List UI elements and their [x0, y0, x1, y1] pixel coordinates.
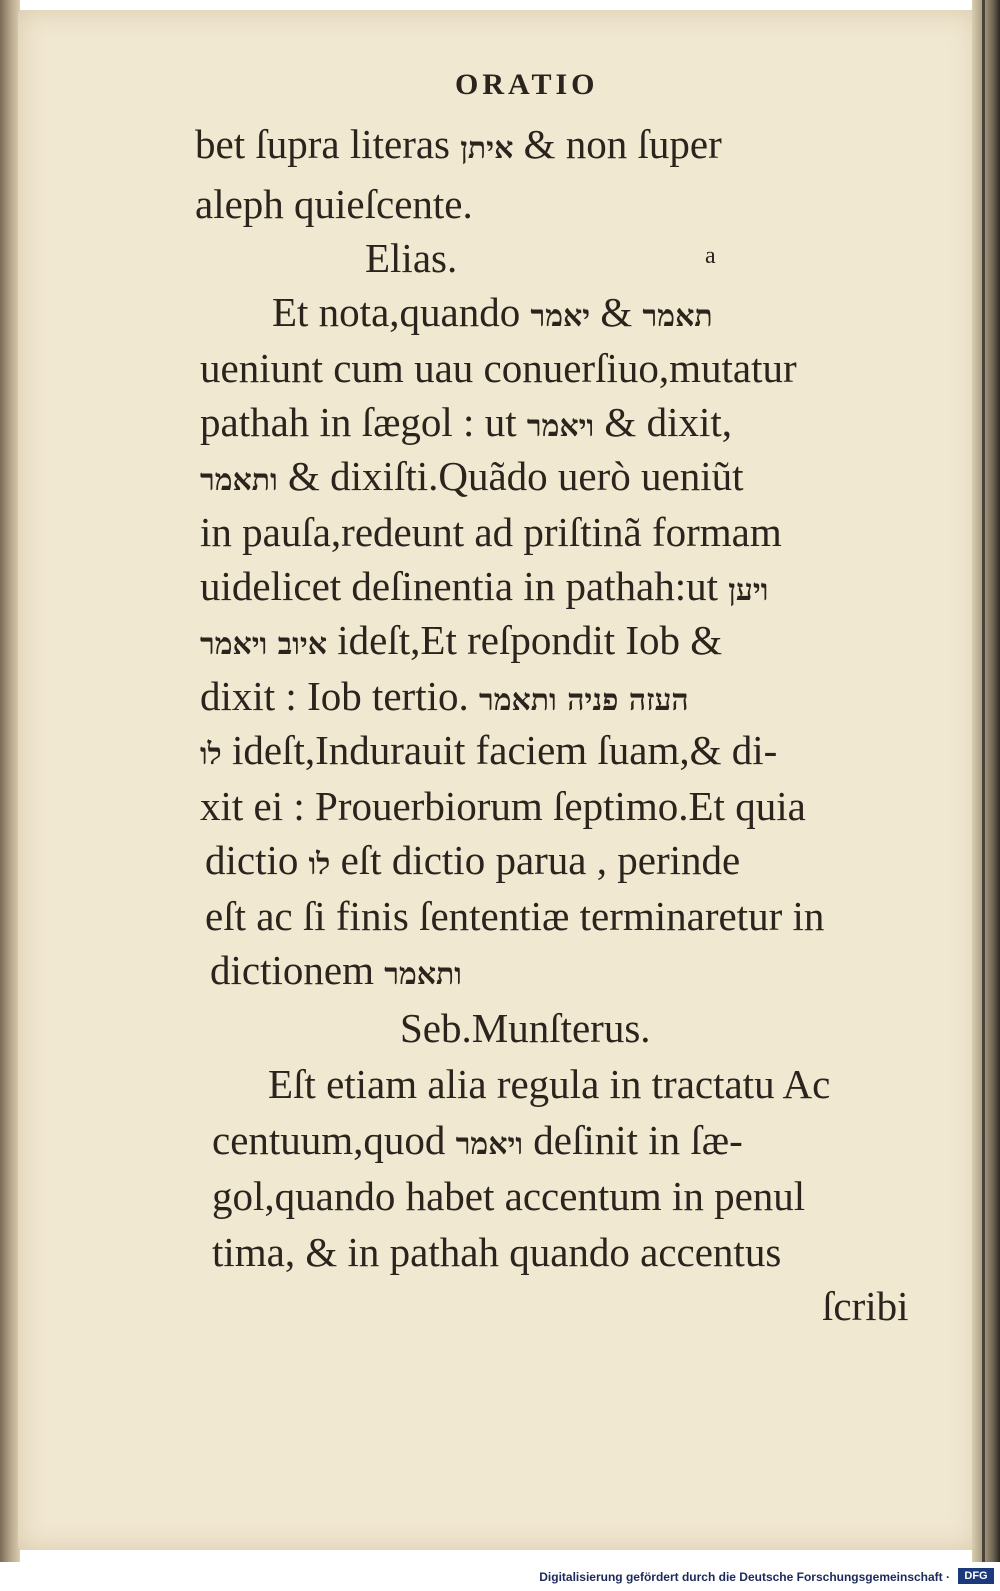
text-line-1: [195, 121, 722, 167]
line-latin: ueniunt cum uau conuerſiuo,mutatur: [200, 345, 797, 391]
line-hebrew: לו: [308, 847, 331, 882]
line-hebrew: ותאמר: [200, 463, 278, 498]
line-latin: &: [590, 289, 643, 335]
line-hebrew: איוב ויאמר: [200, 627, 328, 662]
text-line-15: [205, 893, 825, 939]
text-line-21: [212, 1229, 782, 1275]
line-latin: pathah in ſægol : ut: [200, 399, 527, 445]
line-hebrew: יאמר: [530, 299, 591, 334]
signature-mark: a: [705, 243, 716, 269]
line-latin: aleph quieſcente.: [195, 181, 473, 227]
line-latin: & dixit,: [594, 399, 732, 445]
speaker-heading-munsterus: [400, 1005, 651, 1051]
line-latin: Eſt etiam alia regula in tractatu Ac: [268, 1061, 831, 1107]
line-latin: bet ſupra literas: [195, 121, 461, 167]
line-latin: in pauſa,redeunt ad priſtinã formam: [200, 509, 782, 555]
line-latin: ſcribi: [822, 1283, 909, 1329]
dfg-logo: DFG: [958, 1568, 994, 1584]
line-hebrew: תאמר: [642, 299, 713, 334]
line-latin: eſt dictio parua , perinde: [330, 837, 741, 883]
text-line-10: [200, 617, 723, 663]
text-line-4: [272, 289, 713, 335]
catchword: [822, 1283, 909, 1329]
funding-notice: Digitalisierung gefördert durch die Deutsche Forschungsgemeinschaft ·: [539, 1570, 950, 1584]
line-latin: Et nota,quando: [272, 289, 531, 335]
line-latin: dictionem: [210, 947, 385, 993]
page-edge: [972, 0, 1000, 1562]
text-line-7: [200, 453, 744, 499]
line-hebrew: ויען: [728, 573, 769, 608]
text-line-16: [210, 947, 462, 993]
book-spine: [0, 0, 20, 1562]
text-line-8: [200, 509, 782, 555]
line-hebrew: איתן: [460, 131, 514, 166]
line-latin: dixit : Iob tertio.: [200, 673, 479, 719]
line-latin: deſinit in ſæ-: [523, 1117, 743, 1163]
line-latin: eſt ac ſi finis ſententiæ terminaretur in: [205, 893, 825, 939]
speaker-heading-elias: [365, 235, 458, 281]
text-line-18: [268, 1061, 831, 1107]
line-hebrew: ותאמר: [384, 957, 462, 992]
text-line-20: [212, 1173, 806, 1219]
footer-bar: [0, 1562, 1000, 1591]
text-line-11: [200, 673, 689, 719]
text-line-14: [205, 837, 741, 883]
line-latin: dictio: [205, 837, 309, 883]
line-latin: ideſt,Indurauit faciem ſuam,& di-: [221, 727, 778, 773]
line-latin: gol,quando habet accentum in penul: [212, 1173, 806, 1219]
line-latin: ideſt,Et reſpondit Iob &: [327, 617, 723, 663]
text-line-12: [200, 727, 778, 773]
line-hebrew: לו: [200, 737, 222, 772]
text-line-2: [195, 181, 473, 227]
line-latin: & non ſuper: [513, 121, 722, 167]
text-line-6: [200, 399, 732, 445]
text-line-13: [200, 783, 806, 829]
line-latin: Seb.Munſterus.: [400, 1005, 651, 1051]
line-latin: centuum,quod: [212, 1117, 456, 1163]
running-header: ORATIO: [455, 68, 599, 101]
line-hebrew: ויאמר: [455, 1127, 524, 1162]
line-latin: xit ei : Prouerbiorum ſeptimo.Et quia: [200, 783, 806, 829]
text-line-5: [200, 345, 797, 391]
line-hebrew: העזה פניה ותאמר: [479, 683, 689, 718]
line-latin: & dixiſti.Quãdo uerò ueniũt: [277, 453, 744, 499]
line-latin: uidelicet deſinentia in pathah:ut: [200, 563, 729, 609]
line-hebrew: ויאמר: [526, 409, 595, 444]
text-line-9: [200, 563, 769, 609]
line-latin: tima, & in pathah quando accentus: [212, 1229, 782, 1275]
text-line-19: [212, 1117, 743, 1163]
line-latin: Elias.: [365, 235, 458, 281]
